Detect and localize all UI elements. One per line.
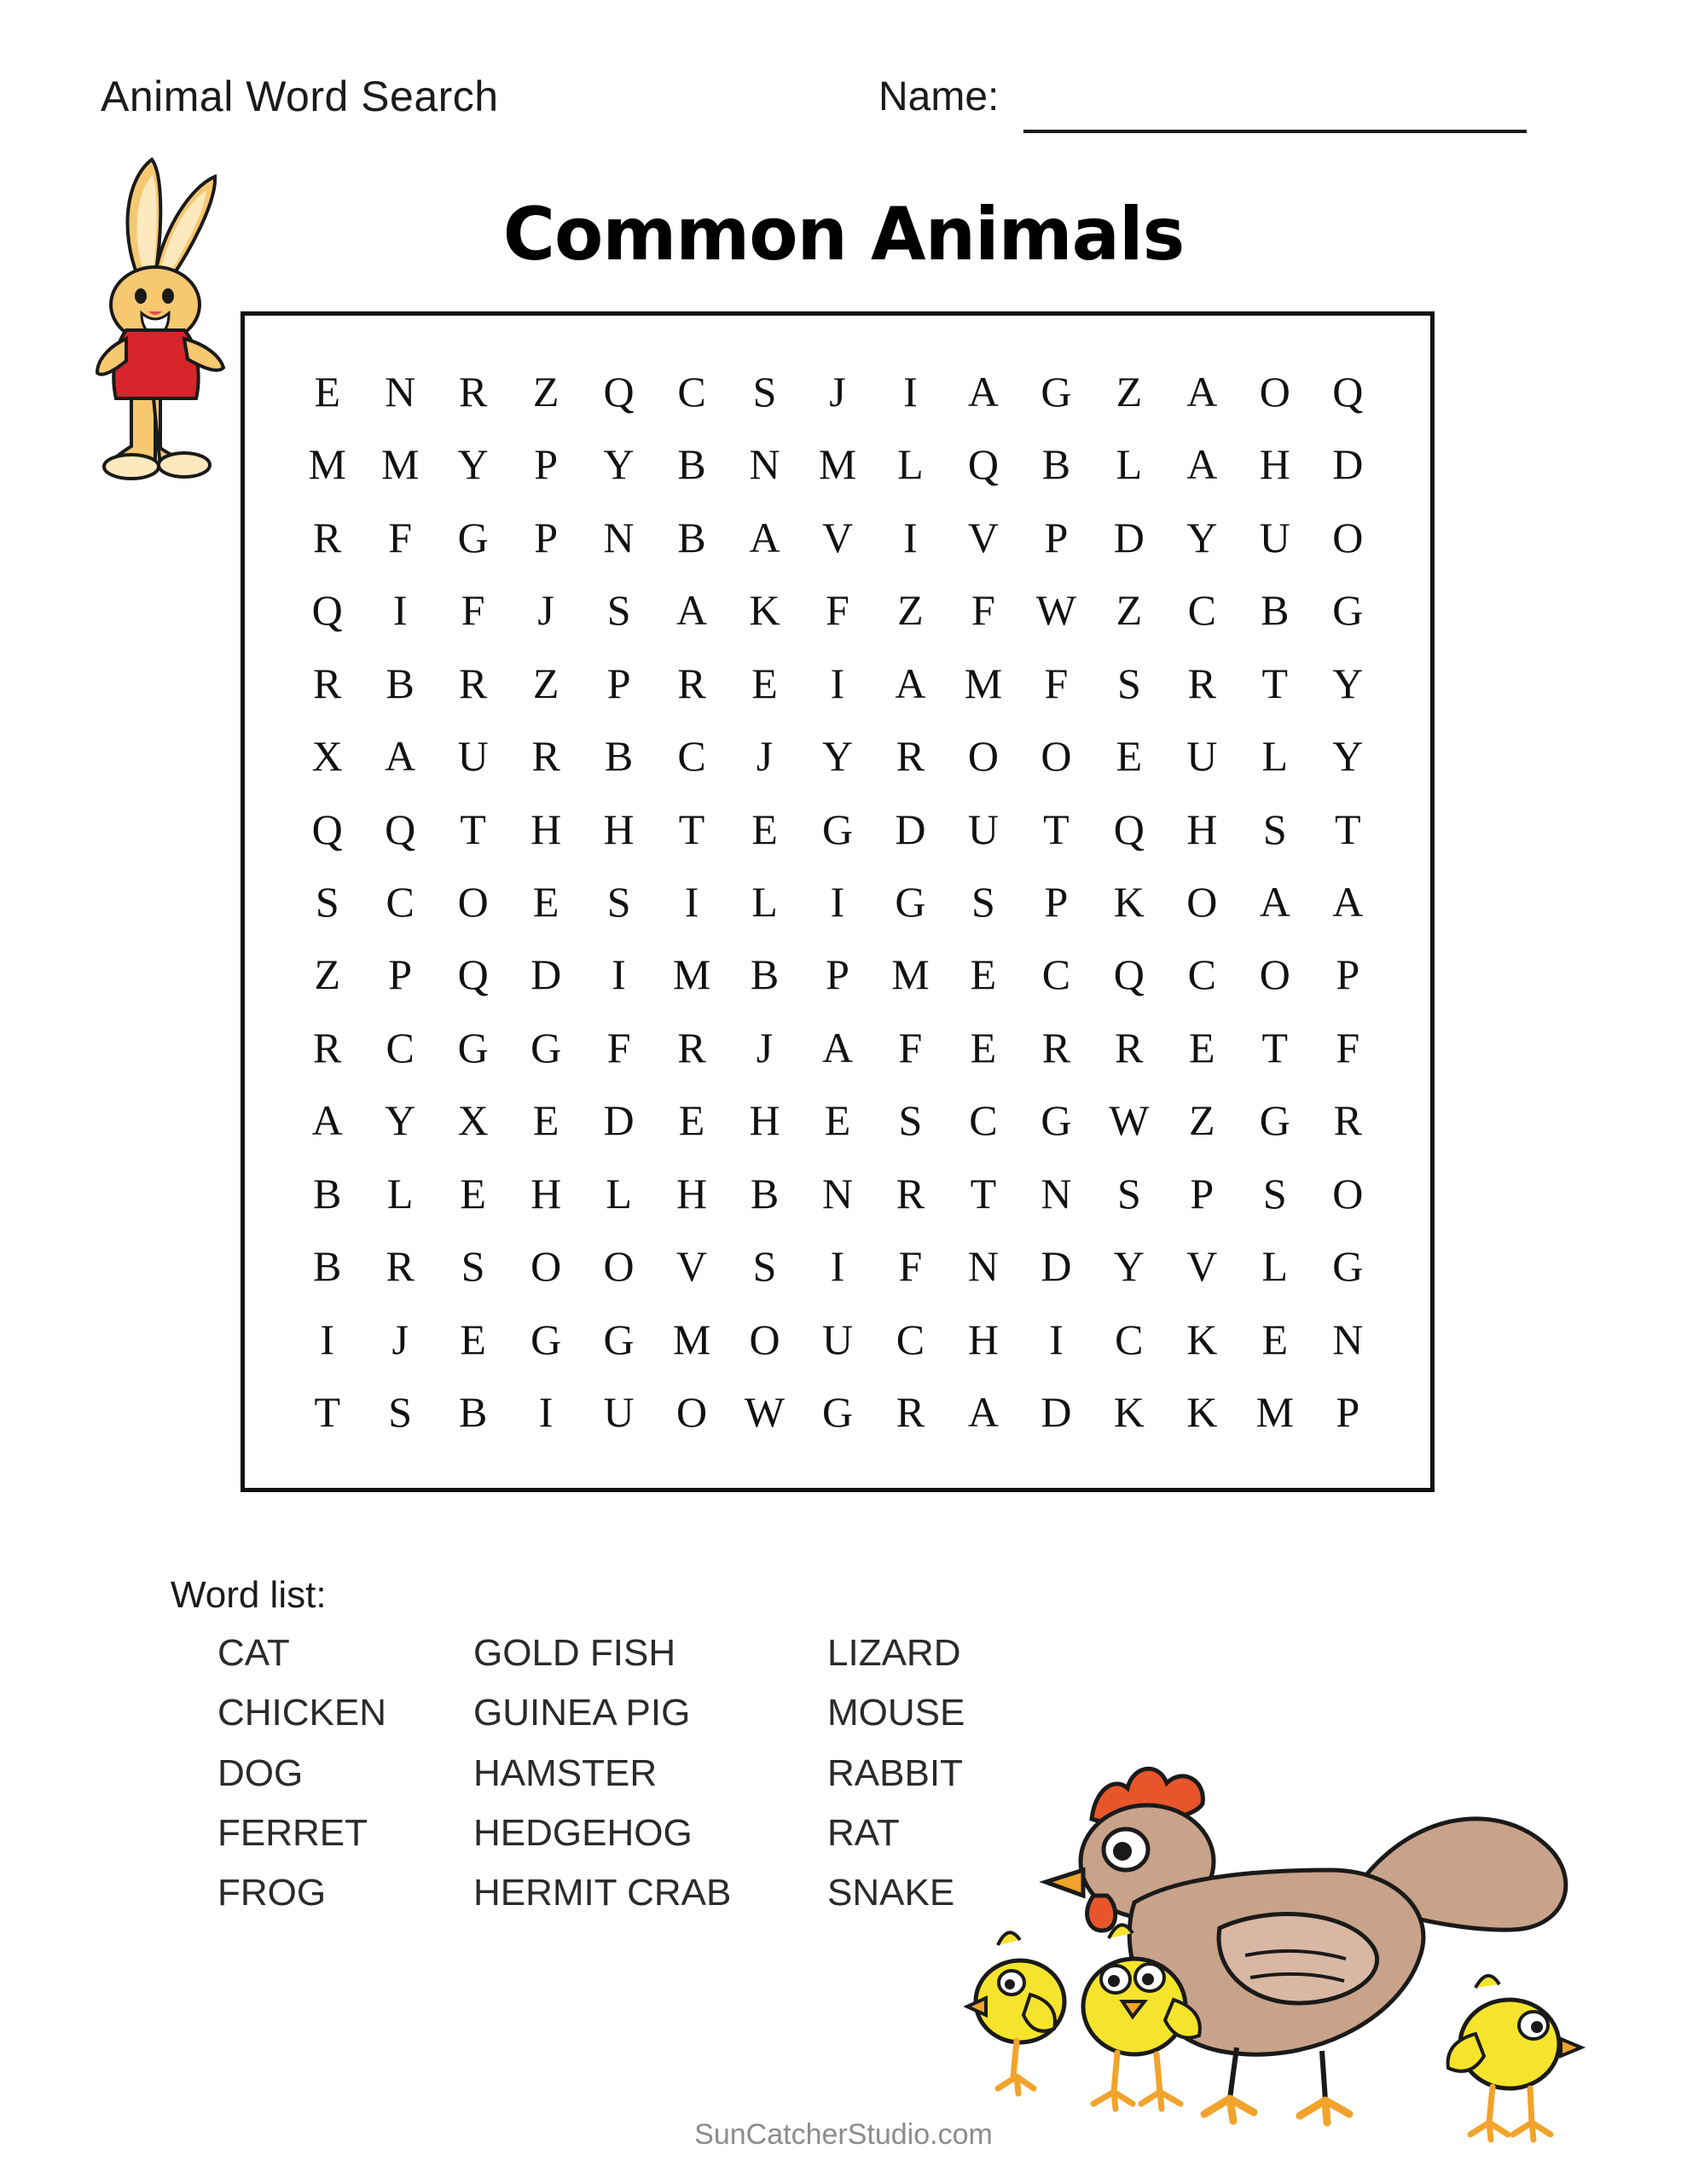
- grid-cell[interactable]: Y: [1186, 513, 1218, 561]
- grid-cell[interactable]: P: [388, 950, 413, 999]
- grid-cell[interactable]: Y: [821, 732, 854, 781]
- grid-cell[interactable]: I: [684, 877, 699, 926]
- word-list-item[interactable]: CAT: [217, 1632, 290, 1674]
- grid-cell[interactable]: C: [1187, 586, 1216, 635]
- grid-cell[interactable]: T: [1261, 659, 1289, 707]
- word-list-item[interactable]: DOG: [217, 1751, 304, 1794]
- grid-cell[interactable]: A: [385, 732, 416, 781]
- grid-cell[interactable]: E: [824, 1096, 851, 1145]
- grid-cell[interactable]: L: [897, 440, 924, 489]
- grid-cell[interactable]: H: [676, 1169, 708, 1217]
- grid-cell[interactable]: K: [1186, 1315, 1218, 1363]
- grid-cell[interactable]: H: [530, 804, 562, 853]
- grid-cell[interactable]: T: [1261, 1023, 1289, 1072]
- name-write-line[interactable]: [1023, 130, 1527, 133]
- grid-cell[interactable]: F: [1044, 659, 1069, 707]
- grid-cell[interactable]: J: [829, 367, 846, 415]
- word-list-item[interactable]: HAMSTER: [473, 1751, 658, 1794]
- grid-cell[interactable]: L: [1261, 732, 1289, 781]
- grid-cell[interactable]: B: [750, 950, 780, 999]
- grid-cell[interactable]: R: [313, 513, 342, 561]
- grid-cell[interactable]: T: [1043, 804, 1070, 853]
- grid-cell[interactable]: G: [895, 877, 926, 926]
- grid-cell[interactable]: P: [606, 659, 631, 707]
- grid-cell[interactable]: B: [677, 513, 706, 561]
- grid-cell[interactable]: S: [752, 1242, 777, 1291]
- grid-cell[interactable]: F: [898, 1242, 923, 1291]
- grid-cell[interactable]: K: [1113, 1388, 1145, 1437]
- grid-cell[interactable]: M: [1255, 1388, 1295, 1437]
- grid-cell[interactable]: A: [821, 1023, 854, 1072]
- grid-cell[interactable]: Y: [1332, 732, 1364, 781]
- word-list-item[interactable]: RAT: [827, 1811, 900, 1854]
- grid-cell[interactable]: W: [744, 1388, 786, 1437]
- grid-cell[interactable]: R: [1041, 1023, 1071, 1072]
- word-list-item[interactable]: FERRET: [217, 1811, 368, 1854]
- grid-cell[interactable]: M: [818, 440, 857, 489]
- grid-cell[interactable]: Y: [1332, 659, 1364, 707]
- grid-cell[interactable]: R: [458, 659, 488, 707]
- grid-cell[interactable]: U: [1186, 732, 1218, 781]
- grid-cell[interactable]: R: [313, 659, 342, 707]
- grid-cell[interactable]: C: [386, 877, 415, 926]
- grid-cell[interactable]: J: [537, 586, 554, 635]
- grid-cell[interactable]: W: [1109, 1096, 1150, 1145]
- grid-cell[interactable]: O: [457, 877, 489, 926]
- grid-cell[interactable]: S: [1116, 659, 1141, 707]
- grid-cell[interactable]: R: [386, 1242, 415, 1291]
- grid-cell[interactable]: O: [1259, 367, 1290, 415]
- grid-cell[interactable]: O: [676, 1388, 708, 1437]
- grid-cell[interactable]: O: [530, 1242, 562, 1291]
- grid-cell[interactable]: E: [678, 1096, 705, 1145]
- grid-cell[interactable]: J: [756, 732, 774, 781]
- grid-cell[interactable]: H: [530, 1169, 562, 1217]
- grid-cell[interactable]: S: [1262, 804, 1287, 853]
- grid-cell[interactable]: I: [830, 877, 845, 926]
- grid-cell[interactable]: C: [1187, 950, 1216, 999]
- grid-cell[interactable]: A: [967, 367, 999, 415]
- grid-cell[interactable]: A: [749, 513, 780, 561]
- grid-cell[interactable]: S: [1262, 1169, 1287, 1217]
- grid-cell[interactable]: C: [677, 732, 706, 781]
- grid-cell[interactable]: S: [461, 1242, 485, 1291]
- grid-cell[interactable]: Q: [967, 440, 999, 489]
- grid-cell[interactable]: Q: [311, 586, 343, 635]
- word-search-grid-container: [241, 311, 1435, 1492]
- grid-cell[interactable]: O: [1259, 950, 1290, 999]
- grid-cell[interactable]: C: [896, 1315, 925, 1363]
- grid-cell[interactable]: R: [1115, 1023, 1144, 1072]
- grid-cell[interactable]: S: [606, 877, 631, 926]
- grid-cell[interactable]: M: [672, 1315, 711, 1363]
- grid-cell[interactable]: S: [1116, 1169, 1141, 1217]
- grid-cell[interactable]: G: [530, 1023, 562, 1072]
- grid-cell[interactable]: L: [751, 877, 778, 926]
- grid-cell[interactable]: R: [1187, 659, 1216, 707]
- grid-cell[interactable]: V: [967, 513, 999, 561]
- grid-cell[interactable]: R: [677, 1023, 706, 1072]
- grid-cell[interactable]: A: [1186, 367, 1218, 415]
- grid-cell[interactable]: U: [457, 732, 489, 781]
- grid-cell[interactable]: E: [751, 804, 778, 853]
- grid-cell[interactable]: M: [964, 659, 1003, 707]
- grid-cell[interactable]: R: [531, 732, 560, 781]
- grid-cell[interactable]: U: [1259, 513, 1290, 561]
- word-list-item[interactable]: SNAKE: [827, 1872, 955, 1914]
- grid-cell[interactable]: L: [1261, 1242, 1289, 1291]
- word-list-item[interactable]: HEDGEHOG: [473, 1811, 693, 1854]
- grid-cell[interactable]: Y: [1113, 1242, 1145, 1291]
- grid-cell[interactable]: Y: [457, 440, 489, 489]
- grid-cell[interactable]: Q: [1332, 367, 1364, 415]
- word-list-heading: Word list:: [171, 1574, 327, 1616]
- word-list-item[interactable]: RABBIT: [827, 1751, 963, 1794]
- grid-cell[interactable]: E: [460, 1169, 486, 1217]
- grid-cell[interactable]: P: [534, 440, 559, 489]
- grid-cell[interactable]: S: [971, 877, 995, 926]
- grid-cell[interactable]: G: [603, 1315, 635, 1363]
- grid-cell[interactable]: O: [749, 1315, 780, 1363]
- grid-cell[interactable]: N: [385, 367, 416, 415]
- grid-cell[interactable]: G: [821, 804, 854, 853]
- grid-cell[interactable]: G: [1041, 367, 1072, 415]
- grid-cell[interactable]: I: [1049, 1315, 1064, 1363]
- grid-cell[interactable]: T: [970, 1169, 997, 1217]
- grid-cell[interactable]: O: [1186, 877, 1218, 926]
- grid-cell[interactable]: Y: [385, 1096, 416, 1145]
- grid-cell[interactable]: B: [386, 659, 415, 707]
- grid-cell[interactable]: E: [460, 1315, 486, 1363]
- grid-cell[interactable]: N: [1041, 1169, 1072, 1217]
- grid-cell[interactable]: P: [534, 513, 559, 561]
- grid-cell[interactable]: J: [756, 1023, 774, 1072]
- grid-cell[interactable]: B: [604, 732, 634, 781]
- grid-cell[interactable]: C: [1115, 1315, 1144, 1363]
- grid-cell[interactable]: T: [678, 804, 705, 853]
- grid-cell[interactable]: R: [677, 659, 706, 707]
- grid-cell[interactable]: D: [530, 950, 562, 999]
- grid-cell[interactable]: K: [1186, 1388, 1218, 1437]
- grid-cell[interactable]: I: [320, 1315, 335, 1363]
- grid-cell[interactable]: F: [461, 586, 485, 635]
- grid-cell[interactable]: Q: [385, 804, 416, 853]
- grid-cell[interactable]: C: [1041, 950, 1071, 999]
- grid-cell[interactable]: P: [1044, 877, 1069, 926]
- word-search-grid[interactable]: [291, 355, 1384, 1449]
- grid-cell[interactable]: P: [1336, 950, 1360, 999]
- grid-cell[interactable]: W: [1035, 586, 1076, 635]
- grid-cell[interactable]: V: [1186, 1242, 1218, 1291]
- grid-cell[interactable]: Z: [314, 950, 340, 999]
- grid-cell[interactable]: B: [313, 1242, 342, 1291]
- word-list: [217, 1629, 1070, 1918]
- grid-cell[interactable]: F: [606, 1023, 631, 1072]
- site-credit: SunCatcherStudio.com: [694, 2118, 993, 2151]
- grid-cell[interactable]: B: [750, 1169, 780, 1217]
- grid-cell[interactable]: Q: [1113, 950, 1145, 999]
- grid-cell[interactable]: A: [1186, 440, 1218, 489]
- grid-cell[interactable]: D: [895, 804, 926, 853]
- grid-cell[interactable]: O: [603, 1242, 635, 1291]
- grid-cell[interactable]: B: [1041, 440, 1071, 489]
- grid-cell[interactable]: I: [392, 586, 408, 635]
- grid-cell[interactable]: S: [898, 1096, 923, 1145]
- grid-cell[interactable]: D: [1113, 513, 1145, 561]
- hen-and-chicks-icon: [964, 1621, 1646, 2150]
- grid-cell[interactable]: M: [380, 440, 420, 489]
- grid-cell[interactable]: Z: [1116, 367, 1143, 415]
- grid-cell[interactable]: T: [314, 1388, 340, 1437]
- grid-cell[interactable]: Z: [1189, 1096, 1215, 1145]
- grid-cell[interactable]: Q: [603, 367, 635, 415]
- grid-cell[interactable]: G: [457, 513, 489, 561]
- name-label: Name:: [878, 74, 1000, 119]
- grid-cell[interactable]: Q: [1113, 804, 1145, 853]
- grid-cell[interactable]: I: [903, 367, 918, 415]
- word-list-item[interactable]: HERMIT CRAB: [473, 1872, 732, 1914]
- grid-cell[interactable]: N: [603, 513, 635, 561]
- grid-cell[interactable]: B: [677, 440, 706, 489]
- grid-cell[interactable]: D: [1332, 440, 1364, 489]
- grid-cell[interactable]: I: [830, 1242, 845, 1291]
- grid-cell[interactable]: G: [530, 1315, 562, 1363]
- grid-cell[interactable]: N: [821, 1169, 854, 1217]
- grid-cell[interactable]: S: [606, 586, 631, 635]
- grid-cell[interactable]: H: [749, 1096, 780, 1145]
- word-list-item[interactable]: GOLD FISH: [473, 1632, 676, 1674]
- grid-cell[interactable]: A: [895, 659, 926, 707]
- grid-cell[interactable]: G: [1332, 1242, 1364, 1291]
- grid-cell[interactable]: R: [313, 1023, 342, 1072]
- grid-cell[interactable]: E: [751, 659, 778, 707]
- grid-cell[interactable]: S: [388, 1388, 413, 1437]
- grid-cell[interactable]: P: [1044, 513, 1069, 561]
- grid-cell[interactable]: M: [672, 950, 711, 999]
- grid-cell[interactable]: L: [1116, 440, 1143, 489]
- grid-cell[interactable]: D: [1041, 1242, 1072, 1291]
- grid-cell[interactable]: A: [1259, 877, 1290, 926]
- worksheet-title: Animal Word Search: [101, 73, 499, 120]
- worksheet-header: [0, 48, 1687, 125]
- grid-cell[interactable]: Z: [897, 586, 924, 635]
- grid-cell[interactable]: A: [1332, 877, 1364, 926]
- grid-cell[interactable]: N: [967, 1242, 999, 1291]
- grid-cell[interactable]: Q: [457, 950, 489, 999]
- grid-cell[interactable]: F: [971, 586, 995, 635]
- grid-cell[interactable]: V: [821, 513, 854, 561]
- grid-cell[interactable]: G: [1259, 1096, 1290, 1145]
- grid-cell[interactable]: H: [603, 804, 635, 853]
- grid-cell[interactable]: I: [830, 659, 845, 707]
- grid-cell[interactable]: P: [826, 950, 849, 999]
- grid-cell[interactable]: I: [903, 513, 918, 561]
- grid-cell[interactable]: V: [676, 1242, 708, 1291]
- grid-cell[interactable]: G: [1332, 586, 1364, 635]
- grid-cell[interactable]: O: [1332, 1169, 1364, 1217]
- grid-cell[interactable]: F: [1336, 1023, 1360, 1072]
- grid-cell[interactable]: A: [967, 1388, 999, 1437]
- grid-cell[interactable]: Q: [311, 804, 343, 853]
- grid-cell[interactable]: J: [391, 1315, 409, 1363]
- grid-cell[interactable]: E: [1116, 732, 1143, 781]
- grid-cell[interactable]: K: [749, 586, 780, 635]
- grid-cell[interactable]: N: [749, 440, 780, 489]
- grid-cell[interactable]: C: [677, 367, 706, 415]
- word-list-item[interactable]: LIZARD: [827, 1632, 961, 1674]
- grid-cell[interactable]: P: [1336, 1388, 1360, 1437]
- grid-cell[interactable]: E: [970, 950, 997, 999]
- grid-cell[interactable]: Z: [532, 367, 559, 415]
- grid-cell[interactable]: R: [458, 367, 488, 415]
- grid-cell[interactable]: E: [970, 1023, 997, 1072]
- grid-cell[interactable]: G: [821, 1388, 854, 1437]
- grid-cell[interactable]: L: [386, 1169, 414, 1217]
- grid-cell[interactable]: H: [1186, 804, 1218, 853]
- grid-cell[interactable]: C: [969, 1096, 998, 1145]
- grid-cell[interactable]: M: [891, 950, 930, 999]
- grid-cell[interactable]: E: [532, 1096, 559, 1145]
- grid-cell[interactable]: P: [1190, 1169, 1215, 1217]
- grid-cell[interactable]: R: [1333, 1096, 1362, 1145]
- grid-cell[interactable]: E: [314, 367, 340, 415]
- grid-cell[interactable]: K: [1113, 877, 1145, 926]
- word-list-item[interactable]: GUINEA PIG: [473, 1692, 691, 1734]
- grid-cell[interactable]: U: [603, 1388, 635, 1437]
- grid-cell[interactable]: H: [967, 1315, 999, 1363]
- grid-cell[interactable]: U: [821, 1315, 854, 1363]
- grid-cell[interactable]: C: [386, 1023, 415, 1072]
- grid-cell[interactable]: F: [826, 586, 849, 635]
- grid-cell[interactable]: O: [967, 732, 999, 781]
- grid-cell[interactable]: H: [1259, 440, 1290, 489]
- grid-cell[interactable]: G: [1041, 1096, 1072, 1145]
- grid-cell[interactable]: T: [460, 804, 486, 853]
- grid-cell[interactable]: O: [1332, 513, 1364, 561]
- word-list-item[interactable]: FROG: [217, 1872, 327, 1914]
- grid-cell[interactable]: L: [606, 1169, 632, 1217]
- grid-cell[interactable]: B: [458, 1388, 488, 1437]
- grid-cell[interactable]: I: [612, 950, 626, 999]
- grid-cell[interactable]: Y: [603, 440, 635, 489]
- grid-cell[interactable]: O: [1041, 732, 1072, 781]
- grid-cell[interactable]: B: [313, 1169, 342, 1217]
- grid-cell[interactable]: B: [1261, 586, 1290, 635]
- grid-cell[interactable]: D: [603, 1096, 635, 1145]
- grid-cell[interactable]: E: [1189, 1023, 1215, 1072]
- grid-cell[interactable]: D: [1041, 1388, 1072, 1437]
- grid-cell[interactable]: N: [1332, 1315, 1364, 1363]
- grid-cell[interactable]: R: [896, 732, 925, 781]
- grid-cell[interactable]: U: [967, 804, 999, 853]
- word-list-item[interactable]: CHICKEN: [217, 1692, 387, 1734]
- grid-cell[interactable]: A: [676, 586, 708, 635]
- grid-cell[interactable]: R: [896, 1169, 925, 1217]
- grid-cell[interactable]: S: [315, 877, 339, 926]
- grid-cell[interactable]: I: [538, 1388, 554, 1437]
- grid-cell[interactable]: F: [388, 513, 413, 561]
- grid-cell[interactable]: F: [898, 1023, 923, 1072]
- grid-cell[interactable]: G: [457, 1023, 489, 1072]
- grid-cell[interactable]: E: [1261, 1315, 1289, 1363]
- grid-cell[interactable]: Z: [532, 659, 559, 707]
- puzzle-title: Common Animals: [502, 192, 1185, 277]
- grid-cell[interactable]: X: [311, 732, 343, 781]
- grid-cell[interactable]: S: [752, 367, 777, 415]
- grid-cell[interactable]: M: [308, 440, 346, 489]
- grid-cell[interactable]: Z: [1116, 586, 1143, 635]
- word-list-item[interactable]: MOUSE: [827, 1692, 965, 1734]
- grid-cell[interactable]: X: [457, 1096, 489, 1145]
- grid-cell[interactable]: R: [896, 1388, 925, 1437]
- grid-cell[interactable]: T: [1334, 804, 1361, 853]
- grid-cell[interactable]: E: [532, 877, 559, 926]
- grid-cell[interactable]: A: [311, 1096, 343, 1145]
